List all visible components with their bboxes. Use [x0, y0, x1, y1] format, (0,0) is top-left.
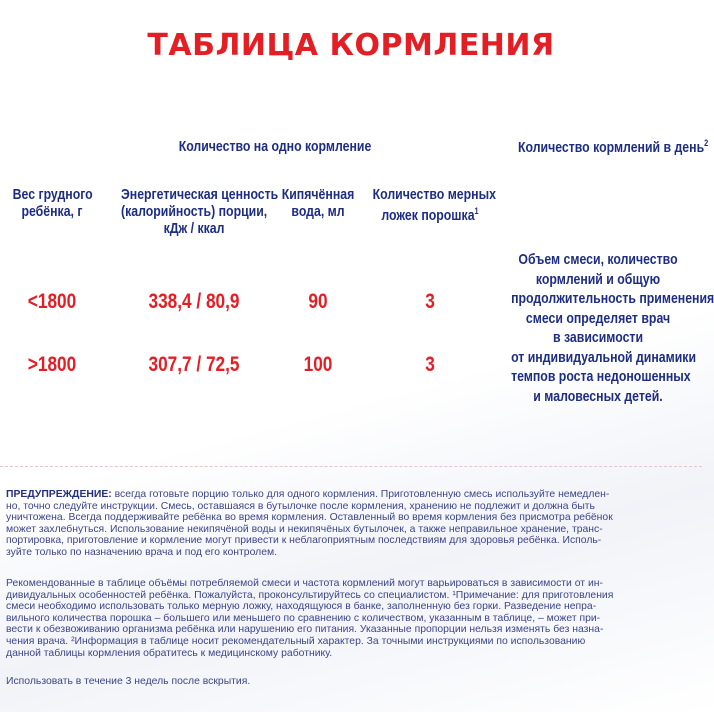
- footnote-2-marker: 2: [704, 138, 709, 148]
- footnote-1-marker: 1: [474, 206, 479, 216]
- warning-label: ПРЕДУПРЕЖДЕНИЕ:: [6, 489, 112, 500]
- row1-spoons: 3: [425, 290, 435, 313]
- feedings-per-day-header: Количество кормлений в день$^2$: [518, 138, 709, 156]
- recommendation-paragraph: Рекомендованные в таблице объёмы потребляемой смеси и частота кормлений могут варьироваться в зависимости от ин- дивидуальных особенностей ребёнка. Пожалуйста, проконсультируйтесь со специалистом. ¹Примечание: для приготовления смеси необходимо использовать только мерную ложку, находящуюся в банке, заполненную без горки. Разведение непра- вильного количества порошка – большего или меньшего по сравнению с количеством, указанным в таблице, – может при- вести к обезвоживанию организма ребёнка или нарушению его питания. Указанные пропорции нельзя изменять без назна- чения врача. ²Информация в таблице носит рекомендательный характер. За точными инструкциями по использованию данной таблицы кормления обратитесь к медицинскому работнику.: [6, 578, 614, 659]
- row2-weight: >1800: [27, 353, 77, 376]
- column-header-water: Кипячённая вода, мл: [281, 186, 355, 220]
- warning-paragraph: ПРЕДУПРЕЖДЕНИЕ: всегда готовьте порцию только для одного кормления. Приготовленную смесь используйте немедлен- но, точно следуйте инструкции. Смесь, оставшаяся в бутылочке после кормления, хранению не подлежит и должна быть уничтожена. Всегда поддерживайте ребёнка во время кормления. Оставленный во время кормления без присмотра ребёнок может захлебнуться. Использование некипячёной воды и некипячёных бутылочек, а также неправильное хранение, транс- портировка, приготовление и кормление могут привести к неблагоприятным последствиям для здоровья ребёнка. Исполь- зуйте только по назначению врача и под его контролем.: [6, 489, 613, 558]
- row2-energy: 307,7 / 72,5: [148, 353, 240, 376]
- column-header-weight: Вес грудного ребёнка, г: [12, 186, 93, 220]
- row1-energy: 338,4 / 80,9: [148, 290, 240, 313]
- row1-weight: <1800: [27, 290, 77, 313]
- row2-water: 100: [303, 353, 333, 376]
- row2-spoons: 3: [425, 353, 435, 376]
- per-day-note: Объем смеси, количество кормлений и общую продолжительность применения смеси определяет врач в зависимости от индивидуальной динамики темпов роста недоношенных и маловесных детей.: [511, 251, 714, 405]
- page-title: ТАБЛИЦА КОРМЛЕНИЯ: [147, 28, 555, 63]
- column-header-energy: Энергетическая ценность (калорийность) порции, кДж / ккал: [121, 186, 279, 237]
- row1-water: 90: [308, 290, 328, 313]
- column-header-spoons: Количество мерных ложек порошка$^1$: [372, 186, 496, 224]
- usage-note: Использовать в течение 3 недель после вскрытия.: [6, 676, 251, 687]
- section-divider: [0, 466, 702, 467]
- per-feeding-group-header: Количество на одно кормление: [178, 138, 372, 155]
